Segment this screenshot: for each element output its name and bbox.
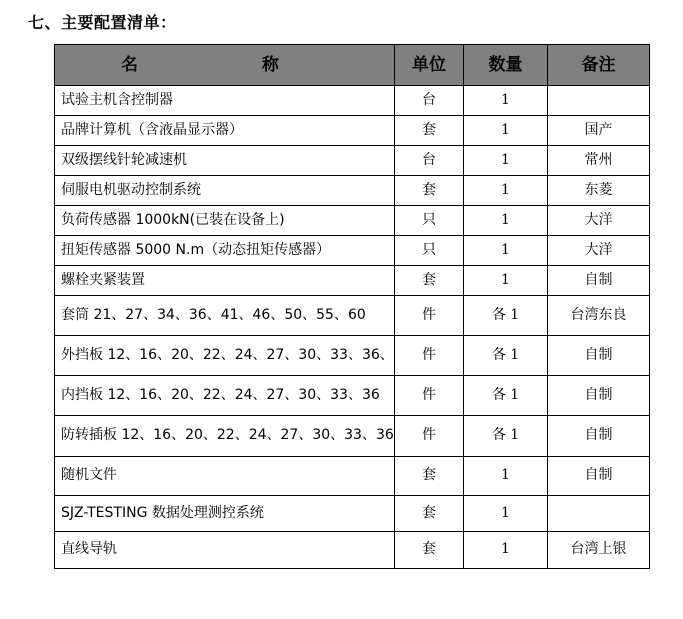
table-row <box>55 336 650 376</box>
section-heading: 七、主要配置清单： <box>28 13 177 32</box>
cell-name: 内挡板 12、16、20、22、24、27、30、33、36 <box>55 376 395 416</box>
cell-qty: 1 <box>464 266 548 296</box>
cell-unit: 套 <box>395 116 464 146</box>
cell-name: 螺栓夹紧装置 <box>55 266 395 296</box>
table-row <box>55 496 650 532</box>
cell-unit: 台 <box>395 86 464 116</box>
cell-name: 套筒 21、27、34、36、41、46、50、55、60 <box>55 296 395 336</box>
cell-note: 大洋 <box>548 206 650 236</box>
cell-qty: 1 <box>464 532 548 569</box>
cell-qty: 1 <box>464 86 548 116</box>
config-table <box>54 44 650 569</box>
cell-qty: 1 <box>464 206 548 236</box>
header-unit: 单位 <box>395 45 464 86</box>
cell-note <box>548 496 650 532</box>
cell-qty: 各 1 <box>464 296 548 336</box>
cell-qty: 1 <box>464 457 548 496</box>
cell-unit: 套 <box>395 457 464 496</box>
cell-unit: 件 <box>395 296 464 336</box>
cell-qty: 1 <box>464 146 548 176</box>
cell-qty: 各 1 <box>464 336 548 376</box>
header-qty: 数量 <box>464 45 548 86</box>
table-row <box>55 176 650 206</box>
table-header-row <box>55 45 650 86</box>
cell-note: 自制 <box>548 376 650 416</box>
table-row <box>55 296 650 336</box>
cell-unit: 件 <box>395 336 464 376</box>
cell-note: 自制 <box>548 457 650 496</box>
cell-qty: 1 <box>464 116 548 146</box>
cell-name: 伺服电机驱动控制系统 <box>55 176 395 206</box>
cell-note: 自制 <box>548 416 650 457</box>
cell-name: 外挡板 12、16、20、22、24、27、30、33、36、 <box>55 336 395 376</box>
cell-unit: 套 <box>395 176 464 206</box>
cell-qty: 各 1 <box>464 376 548 416</box>
header-note: 备注 <box>548 45 650 86</box>
header-name-char1: 名 <box>121 54 138 75</box>
table-row <box>55 146 650 176</box>
cell-unit: 件 <box>395 416 464 457</box>
cell-name: 试验主机含控制器 <box>55 86 395 116</box>
table-row <box>55 266 650 296</box>
cell-unit: 只 <box>395 236 464 266</box>
cell-unit: 套 <box>395 496 464 532</box>
cell-unit: 只 <box>395 206 464 236</box>
table-row <box>55 116 650 146</box>
cell-name: SJZ-TESTING 数据处理测控系统 <box>55 496 395 532</box>
cell-name: 直线导轨 <box>55 532 395 569</box>
cell-note: 台湾上银 <box>548 532 650 569</box>
table-row <box>55 416 650 457</box>
header-name <box>55 45 395 86</box>
cell-note: 常州 <box>548 146 650 176</box>
table-row <box>55 236 650 266</box>
cell-unit: 套 <box>395 532 464 569</box>
cell-name: 扭矩传感器 5000 N.m（动态扭矩传感器） <box>55 236 395 266</box>
cell-note: 自制 <box>548 266 650 296</box>
cell-note: 国产 <box>548 116 650 146</box>
cell-name: 负荷传感器 1000kN(已装在设备上) <box>55 206 395 236</box>
table-row <box>55 532 650 569</box>
cell-name: 品牌计算机（含液晶显示器） <box>55 116 395 146</box>
table-row <box>55 457 650 496</box>
cell-qty: 1 <box>464 176 548 206</box>
cell-unit: 套 <box>395 266 464 296</box>
cell-note: 台湾东良 <box>548 296 650 336</box>
cell-note: 东菱 <box>548 176 650 206</box>
cell-name: 双级摆线针轮减速机 <box>55 146 395 176</box>
cell-qty: 1 <box>464 236 548 266</box>
table-row <box>55 206 650 236</box>
cell-qty: 各 1 <box>464 416 548 457</box>
cell-unit: 台 <box>395 146 464 176</box>
cell-qty: 1 <box>464 496 548 532</box>
header-name-char2: 称 <box>261 54 279 75</box>
cell-note: 大洋 <box>548 236 650 266</box>
cell-name: 防转插板 12、16、20、22、24、27、30、33、36 <box>55 416 395 457</box>
cell-note <box>548 86 650 116</box>
cell-name: 随机文件 <box>55 457 395 496</box>
table-row <box>55 376 650 416</box>
cell-unit: 件 <box>395 376 464 416</box>
table-row <box>55 86 650 116</box>
cell-note: 自制 <box>548 336 650 376</box>
